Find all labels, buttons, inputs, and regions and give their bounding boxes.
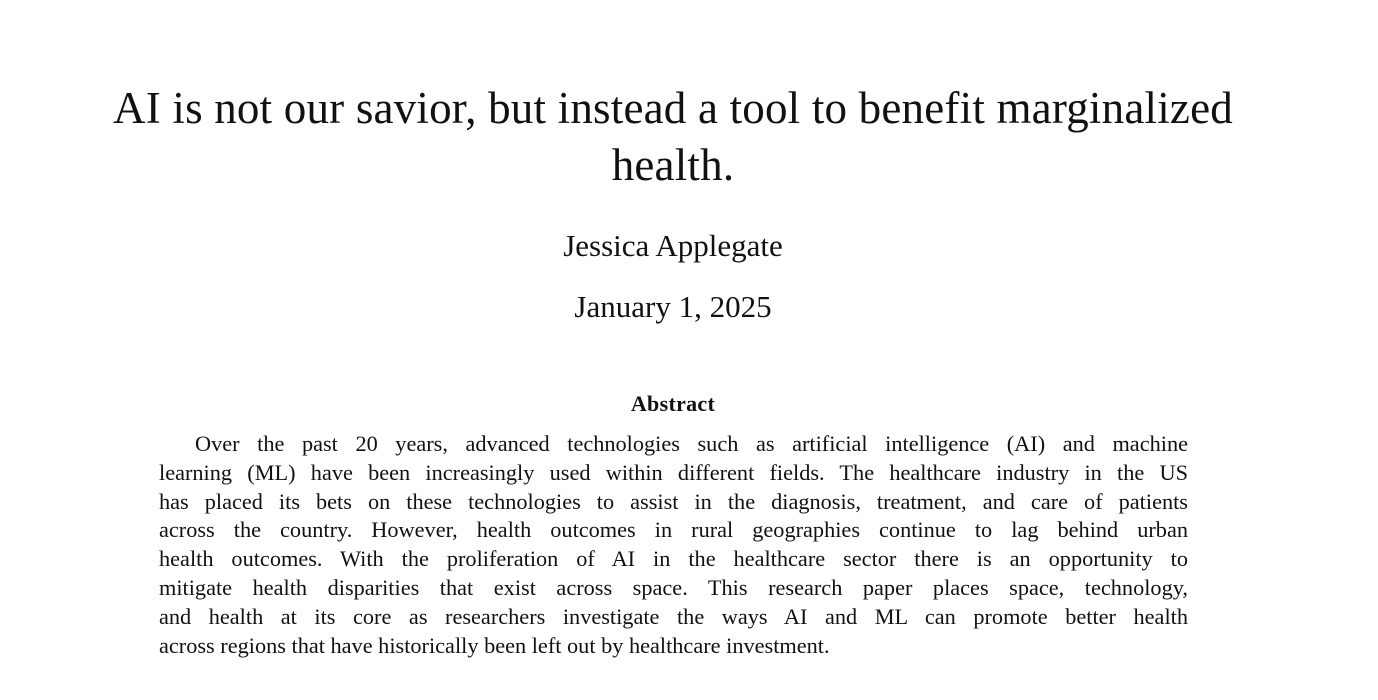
- abstract-body: [159, 430, 1188, 660]
- abstract-line: mitigate health disparities that exist across space. This research paper places space, technology,: [159, 574, 1188, 600]
- abstract-line: Over the past 20 years, advanced technologies such as artificial intelligence (AI) and machine: [195, 431, 1188, 456]
- abstract-line: has placed its bets on these technologies to assist in the diagnosis, treatment, and care of patients: [159, 488, 1188, 514]
- paper-title-line: health.: [611, 140, 735, 190]
- paper-title-line: AI is not our savior, but instead a tool to benefit marginalized: [113, 83, 1233, 133]
- abstract-line: across the country. However, health outcomes in rural geographies continue to lag behind urban: [159, 517, 1188, 543]
- abstract-line: health outcomes. With the proliferation of AI in the healthcare sector there is an opportunity to: [159, 546, 1188, 572]
- publication-date: January 1, 2025: [574, 289, 772, 324]
- abstract-line: and health at its core as researchers investigate the ways AI and ML can promote better health: [159, 603, 1188, 629]
- paper-title: [60, 80, 1286, 194]
- abstract-line: learning (ML) have been increasingly used within different fields. The healthcare industry in the US: [159, 459, 1188, 485]
- abstract-heading: Abstract: [630, 391, 716, 416]
- author-name: Jessica Applegate: [563, 228, 783, 263]
- abstract-line: across regions that have historically been left out by healthcare investment.: [159, 632, 830, 658]
